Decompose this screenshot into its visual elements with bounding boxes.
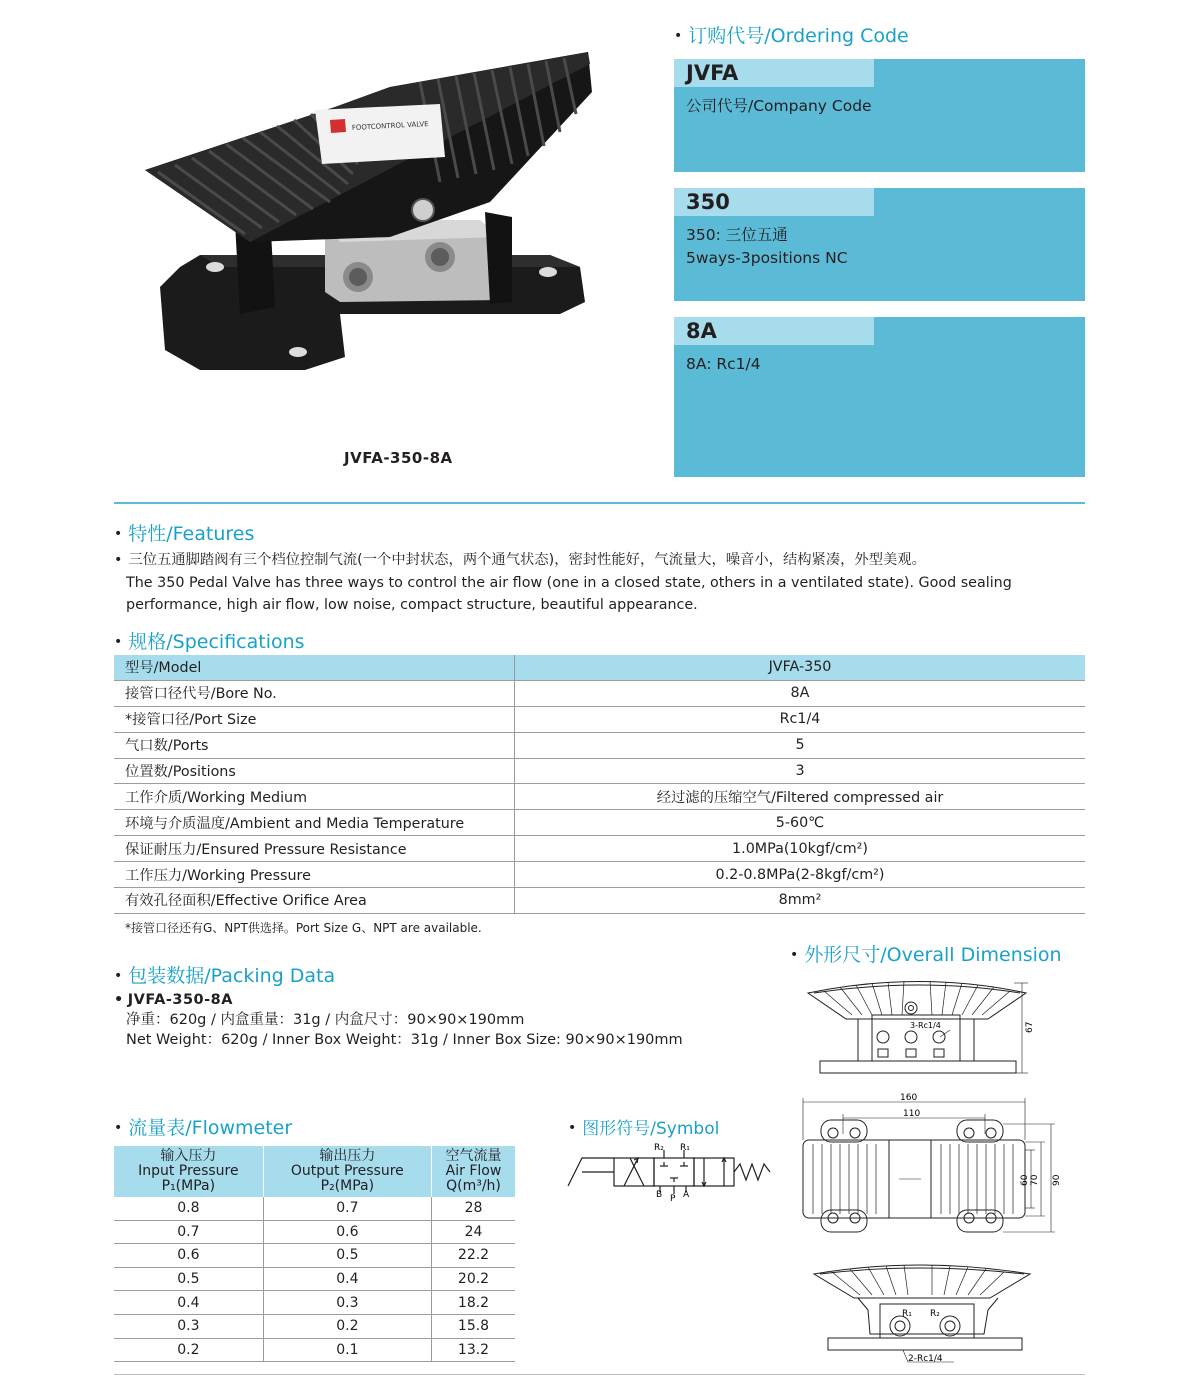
bullet-icon: •: [114, 968, 123, 984]
features-en: The 350 Pedal Valve has three ways to control the air flow (one in a closed state, others in a ventilated state). Good sealing performance, high air flow, low noise, compact structure, beautiful appearance.: [126, 574, 1012, 613]
ordering-box-company: [674, 59, 1085, 172]
flowmeter-table: [114, 1146, 515, 1362]
height-dimension-label: 67: [1025, 1021, 1035, 1033]
table-row: 0.8 0.7 28: [114, 1197, 515, 1220]
ordering-desc: 公司代号/Company Code: [686, 97, 872, 115]
column-header: 输入压力 Input Pressure P₁(MPa): [114, 1146, 263, 1197]
photo-label-text: FOOTCONTROL VALVE: [351, 119, 429, 132]
ordering-code: 8A: [674, 317, 874, 345]
table-row: 型号/Model JVFA-350: [114, 655, 1085, 680]
side-view-drawing: [808, 1262, 1043, 1370]
table-row: 0.4 0.3 18.2: [114, 1291, 515, 1315]
specs-title: • 规格/Specifications: [114, 631, 305, 653]
column-header: 输出压力 Output Pressure P₂(MPa): [263, 1146, 431, 1197]
side-label-r2: R₂: [930, 1309, 940, 1319]
side-label-r1: R₁: [902, 1309, 912, 1319]
symbol-title: • 图形符号/Symbol: [568, 1119, 720, 1139]
product-caption: JVFA-350-8A: [344, 449, 453, 467]
ordering-title: • 订购代号/Ordering Code: [674, 25, 909, 47]
specs-table: [114, 655, 1085, 914]
ordering-box-port: [674, 317, 1085, 477]
ordering-desc: 350: 三位五通 5ways-3positions NC: [686, 226, 848, 267]
ordering-code: 350: [674, 188, 874, 216]
bullet-icon: •: [790, 947, 799, 963]
specs-note: *接管口径还有G、NPT供选择。Port Size G、NPT are available.: [125, 921, 482, 935]
table-row: 环境与介质温度/Ambient and Media Temperature 5-60℃: [114, 810, 1085, 836]
packing-model: JVFA-350-8A: [127, 992, 233, 1008]
flowmeter-title: • 流量表/Flowmeter: [114, 1117, 293, 1139]
features-text: • 三位五通脚踏阀有三个档位控制气流(一个中封状态，两个通气状态)，密封性能好，气流量大，噪音小，结构紧凑，外型美观。 The 350 Pedal Valve has three ways to control the air flow (one in a closed state, others in a ventilated state). Good sealing performance, high air flow, low noise, compact structure, beautiful appearance.: [114, 549, 1104, 617]
table-row: 接管口径代号/Bore No. 8A: [114, 680, 1085, 706]
table-row: 工作介质/Working Medium 经过滤的压缩空气/Filtered compressed air: [114, 784, 1085, 810]
features-zh: 三位五通脚踏阀有三个档位控制气流(一个中封状态，两个通气状态)，密封性能好，气流量大，噪音小，结构紧凑，外型美观。: [128, 552, 926, 568]
packing-data: • JVFA-350-8A 净重：620g / 内盒重量：31g / 内盒尺寸：90×90×190mm Net Weight：620g / Inner Box Weight：31g / Inner Box Size: 90×90×190mm: [114, 992, 683, 1048]
bullet-icon: •: [674, 28, 683, 44]
port-label-b: B: [656, 1190, 663, 1200]
dimension-title: • 外形尺寸/Overall Dimension: [790, 944, 1062, 966]
port-label-p: P: [670, 1194, 676, 1202]
section-divider: [114, 502, 1085, 504]
front-view-drawing: [800, 975, 1040, 1080]
table-row: 气口数/Ports 5: [114, 732, 1085, 758]
plan-view-drawing: [795, 1090, 1065, 1255]
width-160-label: 160: [900, 1093, 918, 1103]
ordering-desc: 8A: Rc1/4: [686, 355, 761, 373]
height-70-label: 70: [1030, 1174, 1040, 1186]
column-header: 空气流量 Air Flow Q(m³/h): [431, 1146, 515, 1197]
table-row: 有效孔径面积/Effective Orifice Area 8mm²: [114, 888, 1085, 914]
bullet-icon: •: [114, 526, 123, 542]
front-port-label: 3-Rc1/4: [910, 1021, 941, 1030]
bullet-icon: •: [568, 1120, 577, 1136]
table-row: 0.5 0.4 20.2: [114, 1267, 515, 1291]
height-60-label: 60: [1020, 1174, 1030, 1186]
bullet-icon: •: [114, 1120, 123, 1136]
packing-title: • 包装数据/Packing Data: [114, 965, 336, 987]
port-label-r2: R₂: [654, 1143, 664, 1153]
bullet-icon: •: [114, 634, 123, 650]
product-photo: [140, 52, 592, 402]
packing-en: Net Weight：620g / Inner Box Weight：31g / Inner Box Size: 90×90×190mm: [126, 1032, 683, 1048]
height-90-label: 90: [1052, 1174, 1062, 1186]
side-port-label: 2-Rc1/4: [908, 1354, 943, 1364]
packing-zh: 净重：620g / 内盒重量：31g / 内盒尺寸：90×90×190mm: [126, 1012, 525, 1028]
table-row: 工作压力/Working Pressure 0.2-0.8MPa(2-8kgf/cm²): [114, 862, 1085, 888]
table-row: 0.2 0.1 13.2: [114, 1338, 515, 1362]
table-row: *接管口径/Port Size Rc1/4: [114, 706, 1085, 732]
bottom-divider: [114, 1374, 1085, 1375]
port-label-a: A: [683, 1190, 690, 1200]
table-row: 0.6 0.5 22.2: [114, 1244, 515, 1268]
port-label-r1: R₁: [680, 1143, 690, 1153]
table-row: 保证耐压力/Ensured Pressure Resistance 1.0MPa(10kgf/cm²): [114, 836, 1085, 862]
table-row: 位置数/Positions 3: [114, 758, 1085, 784]
table-row: 0.7 0.6 24: [114, 1220, 515, 1244]
table-row: 0.3 0.2 15.8: [114, 1314, 515, 1338]
features-title: • 特性/Features: [114, 523, 255, 545]
valve-symbol-diagram: [566, 1140, 772, 1202]
table-header-row: [114, 1146, 515, 1197]
ordering-box-type: [674, 188, 1085, 301]
ordering-code: JVFA: [674, 59, 874, 87]
width-110-label: 110: [903, 1109, 921, 1119]
